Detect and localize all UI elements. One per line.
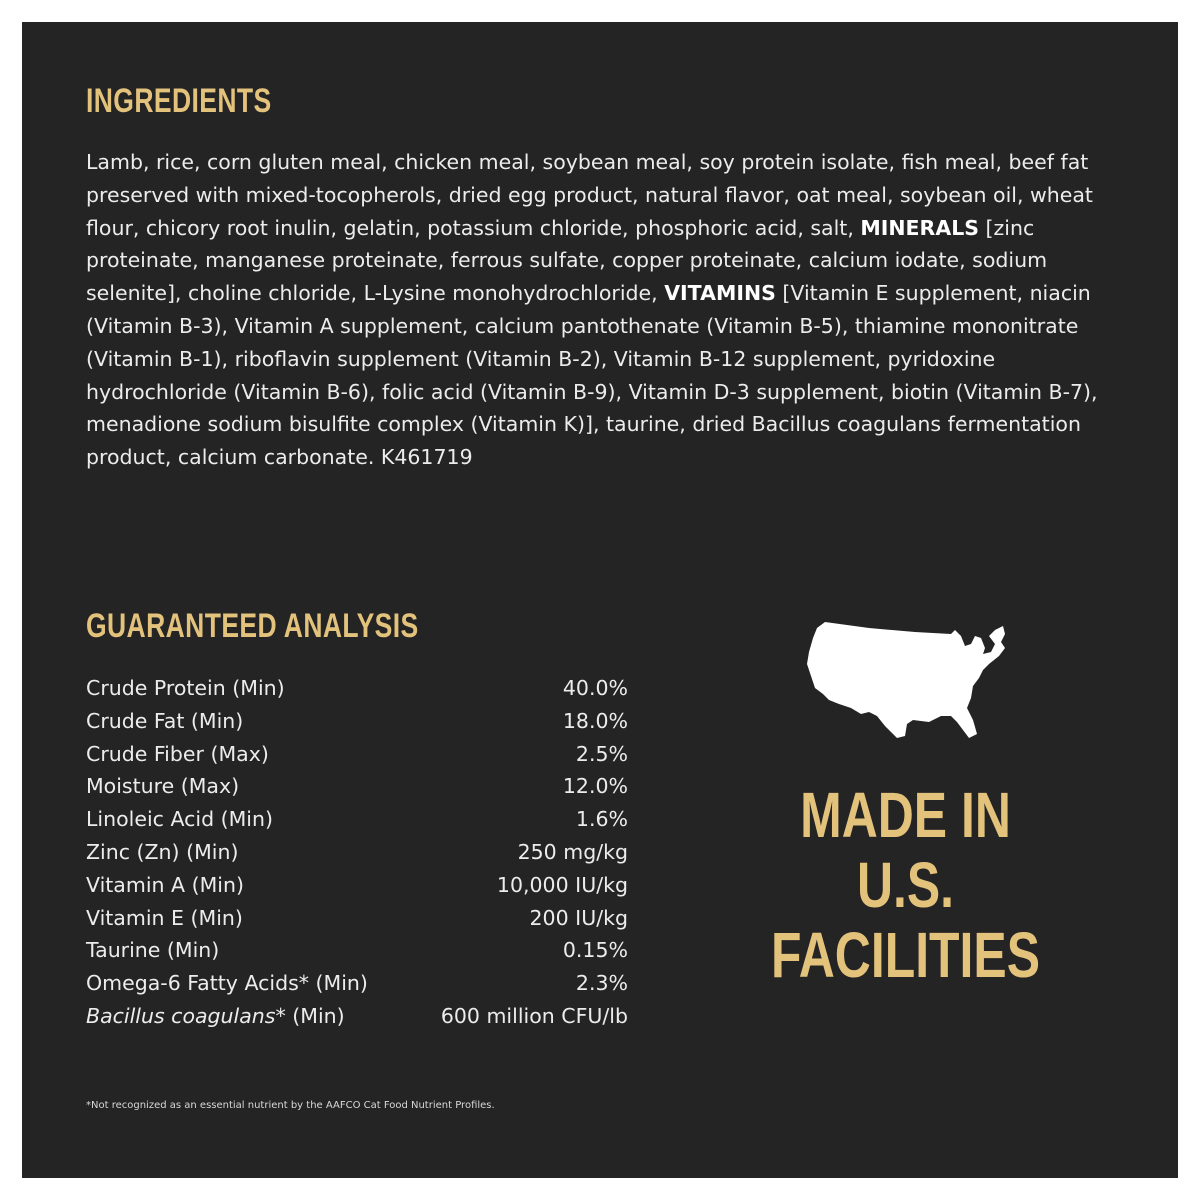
made-in-line-1: MADE IN: [800, 779, 1011, 851]
analysis-value: 200 IU/kg: [529, 905, 628, 930]
analysis-nutrient: Moisture (Max): [86, 774, 240, 799]
analysis-row: [86, 672, 628, 705]
analysis-value: 18.0%: [562, 708, 628, 733]
ingredients-text-part3: [Vitamin E supplement, niacin (Vitamin B-3), Vitamin A supplement, calcium pantothenate (Vitamin B-5), thiamine mononitrate (Vitamin B-1), riboflavin supplement (Vitamin B-2), Vitamin B-12 supplement, pyridoxine hydrochloride (Vitamin B-6), folic acid (Vitamin B-9), Vitamin D-3 supplement, biotin (Vitamin B-7), menadione sodium bisulfite complex (Vitamin K)], taurine, dried Bacillus coagulans fermentation product, calcium carbonate. K461719: [86, 281, 1098, 470]
analysis-row: [86, 869, 628, 902]
minerals-label: MINERALS: [860, 215, 980, 240]
analysis-row: [86, 967, 628, 1000]
analysis-value: 2.5%: [575, 741, 628, 766]
analysis-nutrient: Vitamin E (Min): [86, 905, 243, 930]
analysis-row: [86, 705, 628, 738]
ingredients-text-part2: [zinc proteinate, manganese proteinate, ferrous sulfate, copper proteinate, calcium iodate, sodium selenite], choline chloride, L-Lysine monohydrochloride,: [86, 215, 1048, 306]
analysis-nutrient: Crude Protein (Min): [86, 676, 285, 700]
usa-map-icon: [805, 618, 1009, 744]
product-info-panel: [22, 22, 1178, 1178]
made-in-usa-badge: [662, 780, 1149, 990]
analysis-nutrient: [86, 1000, 345, 1033]
analysis-row: [86, 836, 628, 869]
analysis-row: [86, 902, 628, 935]
analysis-nutrient: Vitamin A (Min): [86, 872, 244, 897]
analysis-nutrient-italic: Bacillus coagulans: [86, 1003, 276, 1028]
analysis-row: [86, 770, 628, 803]
guaranteed-analysis-heading: GUARANTEED ANALYSIS: [86, 607, 419, 645]
ingredients-heading: INGREDIENTS: [86, 82, 272, 120]
analysis-nutrient-suffix: * (Min): [275, 1003, 345, 1028]
analysis-nutrient: Zinc (Zn) (Min): [86, 839, 239, 864]
analysis-nutrient: Taurine (Min): [86, 938, 220, 963]
analysis-row: [86, 738, 628, 771]
analysis-value: 10,000 IU/kg: [496, 872, 628, 897]
analysis-nutrient: Omega-6 Fatty Acids* (Min): [86, 971, 368, 996]
analysis-row: [86, 1000, 628, 1033]
made-in-line-3: FACILITIES: [770, 919, 1041, 991]
guaranteed-analysis-table: [86, 672, 628, 1033]
analysis-value: 250 mg/kg: [517, 839, 628, 864]
analysis-row: [86, 803, 628, 836]
analysis-row: [86, 934, 628, 967]
analysis-value: 40.0%: [562, 676, 628, 700]
analysis-nutrient: Linoleic Acid (Min): [86, 807, 273, 832]
analysis-nutrient: Crude Fat (Min): [86, 708, 244, 733]
analysis-value: 1.6%: [575, 807, 628, 832]
ingredients-text-part1: Lamb, rice, corn gluten meal, chicken meal, soybean meal, soy protein isolate, fish meal, beef fat preserved with mixed-tocopherols, dried egg product, natural flavor, oat meal, soybean oil, wheat flour, chicory root inulin, gelatin, potassium chloride, phosphoric acid, salt,: [86, 150, 1093, 240]
made-in-line-2: U.S.: [856, 849, 955, 921]
analysis-value: 0.15%: [562, 938, 628, 963]
analysis-nutrient: Crude Fiber (Max): [86, 741, 269, 766]
analysis-value: 2.3%: [575, 971, 628, 996]
ingredients-list: [86, 146, 1126, 474]
footnote: *Not recognized as an essential nutrient by the AAFCO Cat Food Nutrient Profiles.: [86, 1100, 495, 1111]
analysis-value: 12.0%: [562, 774, 628, 799]
analysis-value: 600 million CFU/lb: [440, 1003, 628, 1028]
vitamins-label: VITAMINS: [664, 281, 776, 306]
